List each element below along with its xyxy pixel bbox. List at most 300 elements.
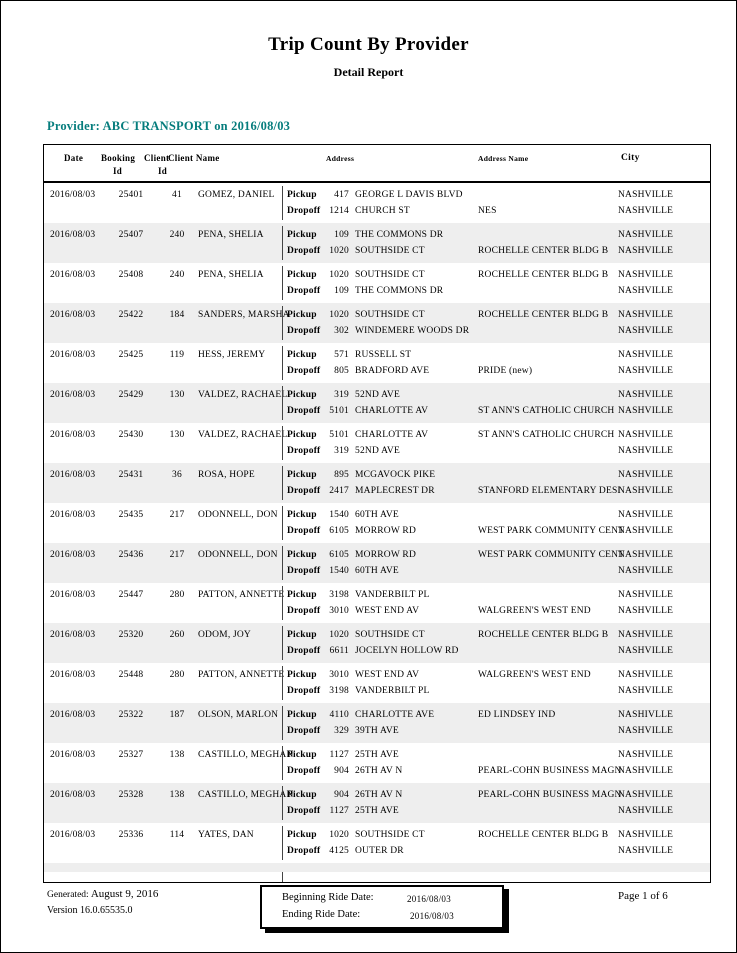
pickup-label: Pickup bbox=[287, 790, 317, 800]
table-row bbox=[44, 583, 710, 623]
column-header-date: Date bbox=[64, 153, 84, 163]
cell-cities bbox=[618, 303, 710, 343]
pickup-address-name bbox=[478, 387, 618, 403]
pickup-line bbox=[287, 827, 478, 843]
cell-cities bbox=[618, 223, 710, 263]
dropoff-city: NASHVILLE bbox=[618, 206, 674, 216]
dropoff-number: 6611 bbox=[329, 646, 349, 656]
cell-booking-id: 25407 bbox=[118, 230, 144, 240]
pickup-city: NASHIVLLE bbox=[618, 710, 674, 720]
dropoff-label: Dropoff bbox=[287, 206, 321, 216]
page-indicator: Page 1 of 6 bbox=[618, 890, 668, 902]
cell-client-name: YATES, DAN bbox=[198, 830, 254, 840]
cell-client-id: 280 bbox=[169, 670, 185, 680]
dropoff-number: 1214 bbox=[329, 206, 349, 216]
pickup-street: THE COMMONS DR bbox=[355, 230, 444, 240]
dropoff-city: NASHVILLE bbox=[618, 446, 674, 456]
cell-date: 2016/08/03 bbox=[50, 310, 96, 320]
pickup-number: 571 bbox=[334, 350, 349, 360]
dropoff-address-name bbox=[478, 843, 618, 859]
pickup-line bbox=[287, 747, 478, 763]
cell-trip-addresses bbox=[282, 746, 478, 780]
table-row bbox=[44, 383, 710, 423]
column-header-booking-id-2: Id bbox=[113, 166, 123, 176]
column-header-booking-id: Booking bbox=[101, 153, 136, 163]
ending-ride-date-label: Ending Ride Date: bbox=[282, 909, 361, 920]
pickup-address-name: WEST PARK COMMUNITY CENT bbox=[478, 550, 625, 560]
dropoff-label: Dropoff bbox=[287, 326, 321, 336]
cell-cities bbox=[618, 583, 710, 623]
beginning-ride-date-value: 2016/08/03 bbox=[407, 894, 452, 904]
ending-ride-date-value: 2016/08/03 bbox=[410, 911, 455, 921]
pickup-label: Pickup bbox=[287, 190, 317, 200]
cell-cities bbox=[618, 743, 710, 783]
cell-trip-addresses bbox=[282, 306, 478, 340]
dropoff-label: Dropoff bbox=[287, 766, 321, 776]
cell-address-names bbox=[478, 423, 618, 463]
dropoff-label: Dropoff bbox=[287, 646, 321, 656]
cell-client-name: PENA, SHELIA bbox=[198, 230, 264, 240]
dropoff-address-name bbox=[478, 323, 618, 339]
dropoff-street: MAPLECREST DR bbox=[355, 486, 435, 496]
pickup-street: RUSSELL ST bbox=[355, 350, 412, 360]
dropoff-number: 109 bbox=[334, 286, 349, 296]
dropoff-address-name: NES bbox=[478, 206, 497, 216]
cell-booking-id: 25336 bbox=[118, 830, 144, 840]
pickup-city: NASHVILLE bbox=[618, 590, 674, 600]
dropoff-number: 2417 bbox=[329, 486, 349, 496]
dropoff-address-name bbox=[478, 723, 618, 739]
pickup-city: NASHVILLE bbox=[618, 750, 674, 760]
cell-date: 2016/08/03 bbox=[50, 430, 96, 440]
dropoff-address-name: PEARL-COHN BUSINESS MAGN bbox=[478, 766, 622, 776]
dropoff-label: Dropoff bbox=[287, 366, 321, 376]
pickup-label: Pickup bbox=[287, 270, 317, 280]
pickup-label: Pickup bbox=[287, 750, 317, 760]
pickup-line bbox=[287, 627, 478, 643]
pickup-city: NASHVILLE bbox=[618, 270, 674, 280]
cell-date: 2016/08/03 bbox=[50, 670, 96, 680]
dropoff-city: NASHVILLE bbox=[618, 566, 674, 576]
cell-booking-id: 25447 bbox=[118, 590, 144, 600]
cell-cities bbox=[618, 503, 710, 543]
cell-client-name: SANDERS, MARSHA bbox=[198, 310, 290, 320]
cell-trip-addresses bbox=[282, 786, 478, 820]
dropoff-street: 25TH AVE bbox=[355, 806, 399, 816]
table-row bbox=[44, 623, 710, 663]
pickup-address-name bbox=[478, 347, 618, 363]
cell-trip-addresses bbox=[282, 266, 478, 300]
cell-client-name: ODONNELL, DON bbox=[198, 550, 278, 560]
dropoff-city: NASHVILLE bbox=[618, 846, 674, 856]
cell-booking-id: 25401 bbox=[118, 190, 144, 200]
cell-address-names bbox=[478, 223, 618, 263]
cell-address-names bbox=[478, 743, 622, 783]
pickup-street: CHARLOTTE AVE bbox=[355, 710, 435, 720]
cell-client-id: 260 bbox=[169, 630, 185, 640]
pickup-address-name bbox=[478, 587, 618, 603]
pickup-street: 52ND AVE bbox=[355, 390, 400, 400]
pickup-number: 1127 bbox=[329, 750, 349, 760]
pickup-number: 1020 bbox=[329, 310, 349, 320]
cell-booking-id: 25436 bbox=[118, 550, 144, 560]
pickup-street: SOUTHSIDE CT bbox=[355, 310, 425, 320]
pickup-city: NASHVILLE bbox=[618, 470, 674, 480]
dropoff-line bbox=[287, 243, 478, 259]
dropoff-label: Dropoff bbox=[287, 686, 321, 696]
dropoff-label: Dropoff bbox=[287, 246, 321, 256]
dropoff-city: NASHVILLE bbox=[618, 406, 674, 416]
dropoff-address-name bbox=[478, 563, 618, 579]
pickup-number: 1020 bbox=[329, 270, 349, 280]
table-row bbox=[44, 503, 710, 543]
pickup-street: 26TH AV N bbox=[355, 790, 403, 800]
table-row bbox=[44, 183, 710, 223]
dropoff-street: WEST END AV bbox=[355, 606, 420, 616]
pickup-label: Pickup bbox=[287, 830, 317, 840]
pickup-line bbox=[287, 507, 478, 523]
provider-heading: Provider: ABC TRANSPORT on 2016/08/03 bbox=[47, 119, 291, 133]
cell-client-name: PATTON, ANNETTE bbox=[198, 670, 285, 680]
column-header-client-name: Client Name bbox=[168, 153, 220, 163]
dropoff-number: 3198 bbox=[329, 686, 349, 696]
cell-address-names bbox=[478, 383, 618, 423]
pickup-street: CHARLOTTE AV bbox=[355, 430, 429, 440]
cell-client-name: VALDEZ, RACHAEL bbox=[198, 390, 288, 400]
dropoff-label: Dropoff bbox=[287, 806, 321, 816]
cell-cities bbox=[618, 183, 710, 223]
dropoff-street: WINDEMERE WOODS DR bbox=[355, 326, 470, 336]
dropoff-address-name: STANFORD ELEMENTARY DESI bbox=[478, 486, 621, 496]
dropoff-label: Dropoff bbox=[287, 846, 321, 856]
cell-client-name: OLSON, MARLON bbox=[198, 710, 279, 720]
generated-label: Generated: bbox=[47, 890, 89, 900]
table-row bbox=[44, 303, 710, 343]
dropoff-label: Dropoff bbox=[287, 406, 321, 416]
pickup-number: 3198 bbox=[329, 590, 349, 600]
cell-cities bbox=[618, 783, 710, 823]
cell-client-name: CASTILLO, MEGHAN bbox=[198, 790, 294, 800]
pickup-street: 25TH AVE bbox=[355, 750, 399, 760]
cell-date: 2016/08/03 bbox=[50, 470, 96, 480]
cell-address-names bbox=[478, 663, 618, 703]
pickup-label: Pickup bbox=[287, 630, 317, 640]
table-empty-row bbox=[44, 863, 710, 872]
dropoff-city: NASHVILLE bbox=[618, 766, 674, 776]
cell-date: 2016/08/03 bbox=[50, 830, 96, 840]
dropoff-number: 3010 bbox=[329, 606, 349, 616]
dropoff-city: NASHVILLE bbox=[618, 646, 674, 656]
dropoff-line bbox=[287, 203, 478, 219]
dropoff-number: 302 bbox=[334, 326, 349, 336]
dropoff-city: NASHVILLE bbox=[618, 486, 674, 496]
pickup-number: 6105 bbox=[329, 550, 349, 560]
pickup-line bbox=[287, 307, 478, 323]
dropoff-line bbox=[287, 563, 478, 579]
cell-address-names bbox=[478, 583, 618, 623]
pickup-number: 1020 bbox=[329, 630, 349, 640]
pickup-number: 319 bbox=[334, 390, 349, 400]
beginning-ride-date-label: Beginning Ride Date: bbox=[282, 892, 374, 903]
dropoff-line bbox=[287, 403, 478, 419]
cell-client-name: ROSA, HOPE bbox=[198, 470, 255, 480]
pickup-label: Pickup bbox=[287, 230, 317, 240]
dropoff-line bbox=[287, 323, 478, 339]
dropoff-street: CHARLOTTE AV bbox=[355, 406, 429, 416]
dropoff-label: Dropoff bbox=[287, 286, 321, 296]
dropoff-street: 60TH AVE bbox=[355, 566, 399, 576]
cell-client-id: 138 bbox=[169, 790, 185, 800]
cell-date: 2016/08/03 bbox=[50, 350, 96, 360]
pickup-address-name bbox=[478, 467, 618, 483]
cell-booking-id: 25328 bbox=[118, 790, 144, 800]
dropoff-street: CHURCH ST bbox=[355, 206, 410, 216]
cell-cities bbox=[618, 663, 710, 703]
dropoff-city: NASHVILLE bbox=[618, 366, 674, 376]
dropoff-address-name bbox=[478, 283, 618, 299]
cell-booking-id: 25327 bbox=[118, 750, 144, 760]
pickup-line bbox=[287, 787, 478, 803]
dropoff-city: NASHVILLE bbox=[618, 326, 674, 336]
cell-booking-id: 25448 bbox=[118, 670, 144, 680]
pickup-street: GEORGE L DAVIS BLVD bbox=[355, 190, 463, 200]
cell-address-names bbox=[478, 823, 618, 863]
cell-address-names bbox=[478, 543, 625, 583]
dropoff-address-name bbox=[478, 643, 618, 659]
pickup-line bbox=[287, 347, 478, 363]
dropoff-number: 4125 bbox=[329, 846, 349, 856]
column-header-address-name: Address Name bbox=[478, 154, 529, 163]
cell-date: 2016/08/03 bbox=[50, 390, 96, 400]
cell-trip-addresses bbox=[282, 546, 478, 580]
dropoff-line bbox=[287, 483, 478, 499]
pickup-city: NASHVILLE bbox=[618, 230, 674, 240]
cell-date: 2016/08/03 bbox=[50, 590, 96, 600]
cell-trip-addresses bbox=[282, 426, 478, 460]
pickup-city: NASHVILLE bbox=[618, 390, 674, 400]
dropoff-label: Dropoff bbox=[287, 566, 321, 576]
dropoff-number: 319 bbox=[334, 446, 349, 456]
cell-client-id: 41 bbox=[172, 190, 182, 200]
cell-client-name: GOMEZ, DANIEL bbox=[198, 190, 275, 200]
cell-cities bbox=[618, 703, 710, 743]
cell-booking-id: 25429 bbox=[118, 390, 144, 400]
pickup-street: MCGAVOCK PIKE bbox=[355, 470, 436, 480]
trips-table bbox=[43, 144, 711, 883]
cell-client-id: 138 bbox=[169, 750, 185, 760]
dropoff-street: SOUTHSIDE CT bbox=[355, 246, 425, 256]
cell-date: 2016/08/03 bbox=[50, 710, 96, 720]
pickup-address-name bbox=[478, 507, 618, 523]
dropoff-address-name: PRIDE (new) bbox=[478, 366, 533, 376]
pickup-label: Pickup bbox=[287, 550, 317, 560]
table-header-row bbox=[44, 145, 710, 183]
pickup-city: NASHVILLE bbox=[618, 190, 674, 200]
pickup-line bbox=[287, 227, 478, 243]
cell-trip-addresses bbox=[282, 706, 478, 740]
dropoff-line bbox=[287, 803, 478, 819]
cell-trip-addresses bbox=[282, 466, 478, 500]
cell-date: 2016/08/03 bbox=[50, 630, 96, 640]
dropoff-street: THE COMMONS DR bbox=[355, 286, 444, 296]
cell-client-id: 114 bbox=[169, 830, 185, 840]
cell-client-name: VALDEZ, RACHAEL bbox=[198, 430, 288, 440]
pickup-city: NASHVILLE bbox=[618, 830, 674, 840]
cell-client-id: 217 bbox=[169, 510, 185, 520]
dropoff-street: MORROW RD bbox=[355, 526, 417, 536]
cell-cities bbox=[618, 623, 710, 663]
dropoff-street: JOCELYN HOLLOW RD bbox=[355, 646, 459, 656]
dropoff-number: 1020 bbox=[329, 246, 349, 256]
pickup-address-name: ROCHELLE CENTER BLDG B bbox=[478, 830, 609, 840]
dropoff-number: 1540 bbox=[329, 566, 349, 576]
pickup-line bbox=[287, 547, 478, 563]
pickup-label: Pickup bbox=[287, 350, 317, 360]
address-column-divider bbox=[282, 872, 283, 882]
dropoff-street: BRADFORD AVE bbox=[355, 366, 430, 376]
dropoff-number: 5101 bbox=[329, 406, 349, 416]
cell-address-names bbox=[478, 463, 621, 503]
cell-cities bbox=[618, 543, 710, 583]
cell-client-name: ODOM, JOY bbox=[198, 630, 251, 640]
table-tail bbox=[44, 872, 710, 882]
table-row bbox=[44, 663, 710, 703]
dropoff-line bbox=[287, 643, 478, 659]
column-header-city: City bbox=[621, 153, 640, 163]
pickup-label: Pickup bbox=[287, 470, 317, 480]
cell-address-names bbox=[478, 263, 618, 303]
pickup-street: WEST END AV bbox=[355, 670, 420, 680]
pickup-number: 4110 bbox=[329, 710, 349, 720]
pickup-number: 417 bbox=[334, 190, 349, 200]
dropoff-line bbox=[287, 443, 478, 459]
cell-trip-addresses bbox=[282, 586, 478, 620]
cell-trip-addresses bbox=[282, 226, 478, 260]
table-row bbox=[44, 783, 710, 823]
cell-booking-id: 25322 bbox=[118, 710, 144, 720]
cell-date: 2016/08/03 bbox=[50, 230, 96, 240]
pickup-line bbox=[287, 187, 478, 203]
table-row bbox=[44, 703, 710, 743]
dropoff-address-name: ST ANN'S CATHOLIC CHURCH bbox=[478, 406, 615, 416]
pickup-street: SOUTHSIDE CT bbox=[355, 630, 425, 640]
table-row bbox=[44, 543, 710, 583]
pickup-number: 1020 bbox=[329, 830, 349, 840]
dropoff-city: NASHVILLE bbox=[618, 526, 674, 536]
column-header-client-id-2: Id bbox=[158, 166, 168, 176]
dropoff-label: Dropoff bbox=[287, 486, 321, 496]
dropoff-street: 39TH AVE bbox=[355, 726, 399, 736]
cell-booking-id: 25435 bbox=[118, 510, 144, 520]
cell-cities bbox=[618, 263, 710, 303]
dropoff-line bbox=[287, 683, 478, 699]
dropoff-number: 6105 bbox=[329, 526, 349, 536]
pickup-label: Pickup bbox=[287, 310, 317, 320]
pickup-street: SOUTHSIDE CT bbox=[355, 830, 425, 840]
pickup-line bbox=[287, 707, 478, 723]
pickup-line bbox=[287, 427, 478, 443]
dropoff-address-name bbox=[478, 683, 618, 699]
cell-address-names bbox=[478, 703, 618, 743]
dropoff-label: Dropoff bbox=[287, 606, 321, 616]
cell-trip-addresses bbox=[282, 626, 478, 660]
pickup-number: 895 bbox=[334, 470, 349, 480]
cell-client-id: 36 bbox=[172, 470, 182, 480]
cell-client-id: 240 bbox=[169, 230, 185, 240]
cell-client-id: 240 bbox=[169, 270, 185, 280]
generated-value: August 9, 2016 bbox=[90, 888, 159, 900]
pickup-number: 1540 bbox=[329, 510, 349, 520]
cell-booking-id: 25320 bbox=[118, 630, 144, 640]
column-header-address: Address bbox=[326, 154, 355, 163]
pickup-line bbox=[287, 267, 478, 283]
cell-cities bbox=[618, 383, 710, 423]
cell-booking-id: 25425 bbox=[118, 350, 144, 360]
dropoff-address-name bbox=[478, 803, 618, 819]
cell-address-names bbox=[478, 783, 622, 823]
table-row bbox=[44, 223, 710, 263]
pickup-label: Pickup bbox=[287, 510, 317, 520]
pickup-city: NASHVILLE bbox=[618, 790, 674, 800]
cell-address-names bbox=[478, 343, 618, 383]
cell-client-id: 187 bbox=[169, 710, 185, 720]
cell-trip-addresses bbox=[282, 346, 478, 380]
pickup-city: NASHVILLE bbox=[618, 630, 674, 640]
pickup-address-name: ED LINDSEY IND bbox=[478, 710, 556, 720]
pickup-address-name: ROCHELLE CENTER BLDG B bbox=[478, 270, 609, 280]
dropoff-number: 1127 bbox=[329, 806, 349, 816]
column-header-client-id: Client bbox=[144, 153, 170, 163]
dropoff-address-name: WEST PARK COMMUNITY CENT bbox=[478, 526, 625, 536]
cell-address-names bbox=[478, 183, 618, 223]
table-row bbox=[44, 823, 710, 863]
cell-date: 2016/08/03 bbox=[50, 270, 96, 280]
cell-cities bbox=[618, 343, 710, 383]
pickup-number: 904 bbox=[334, 790, 349, 800]
dropoff-city: NASHVILLE bbox=[618, 606, 674, 616]
pickup-label: Pickup bbox=[287, 710, 317, 720]
pickup-city: NASHVILLE bbox=[618, 550, 674, 560]
cell-address-names bbox=[478, 623, 618, 663]
cell-cities bbox=[618, 823, 710, 863]
dropoff-street: 26TH AV N bbox=[355, 766, 403, 776]
cell-date: 2016/08/03 bbox=[50, 550, 96, 560]
cell-client-id: 130 bbox=[169, 390, 185, 400]
dropoff-line bbox=[287, 603, 478, 619]
cell-address-names bbox=[478, 503, 625, 543]
pickup-label: Pickup bbox=[287, 390, 317, 400]
cell-date: 2016/08/03 bbox=[50, 790, 96, 800]
pickup-address-name bbox=[478, 747, 618, 763]
report-subtitle: Detail Report bbox=[333, 65, 404, 79]
dropoff-address-name: ROCHELLE CENTER BLDG B bbox=[478, 246, 609, 256]
ride-date-box bbox=[260, 885, 504, 929]
table-row bbox=[44, 463, 710, 503]
table-body bbox=[44, 183, 710, 863]
cell-booking-id: 25431 bbox=[118, 470, 144, 480]
dropoff-city: NASHVILLE bbox=[618, 806, 674, 816]
cell-client-name: HESS, JEREMY bbox=[198, 350, 266, 360]
dropoff-label: Dropoff bbox=[287, 446, 321, 456]
pickup-city: NASHVILLE bbox=[618, 670, 674, 680]
cell-trip-addresses bbox=[282, 506, 478, 540]
pickup-label: Pickup bbox=[287, 670, 317, 680]
pickup-city: NASHVILLE bbox=[618, 510, 674, 520]
pickup-street: VANDERBILT PL bbox=[355, 590, 430, 600]
cell-client-id: 130 bbox=[169, 430, 185, 440]
cell-trip-addresses bbox=[282, 666, 478, 700]
pickup-address-name: WALGREEN'S WEST END bbox=[478, 670, 591, 680]
